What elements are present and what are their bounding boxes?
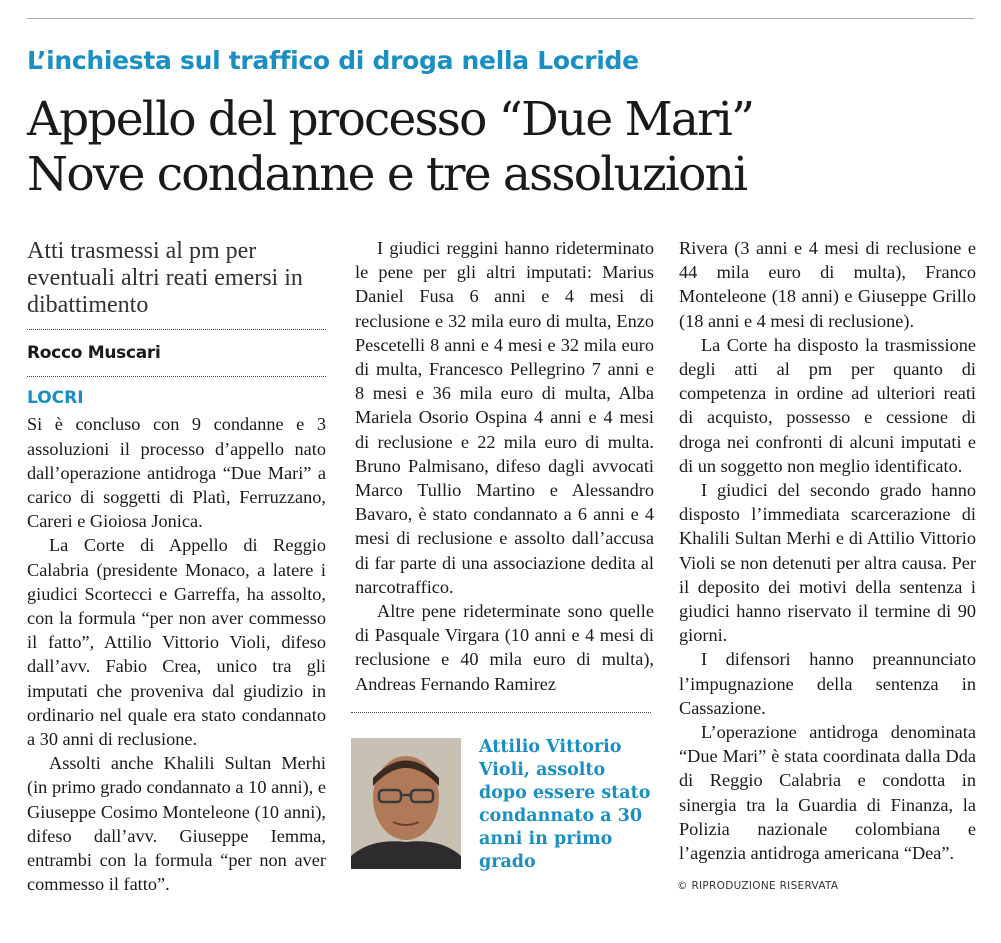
column-2 bbox=[355, 236, 654, 696]
article-subheading: Atti trasmessi al pm per eventuali altri reati emersi in dibattimento bbox=[27, 238, 303, 318]
portrait-photo bbox=[351, 738, 461, 869]
top-rule bbox=[27, 18, 974, 19]
paragraph: Si è concluso con 9 condanne e 3 assoluzioni il processo d’appello nato dall’operazione antidroga “Due Mari” a carico di soggetti di Platì, Ferruzzano, Careri e Gioiosa Jonica. bbox=[27, 414, 326, 532]
paragraph: Altre pene rideterminate sono quelle di Pasquale Virgara (10 anni e 4 mesi di reclusione e 40 mila euro di multa), Andreas Fernando Ramirez bbox=[355, 601, 654, 694]
paragraph: La Corte di Appello di Reggio Calabria (presidente Monaco, a latere i giudici Scortecci e Garreffa, ha assolto, con la formula “per non aver commesso il fatto”, Attilio Vittorio Violi, difeso dall’avv. Fabio Crea, unico tra gli imputati che proveniva dal giudizio in ordinario nel quale era stato condannato a 30 anni di reclusione. bbox=[27, 535, 326, 750]
photo-caption: Attilio Vittorio Violi, assolto dopo essere stato condannato a 30 anni in primo grado bbox=[479, 737, 651, 872]
article-dateline: LOCRI bbox=[27, 388, 84, 409]
headline-line-2: Nove condanne e tre assoluzioni bbox=[27, 147, 747, 202]
dotted-divider bbox=[27, 329, 326, 330]
dotted-divider bbox=[27, 376, 326, 377]
column-1 bbox=[27, 236, 326, 896]
article-headline bbox=[27, 92, 753, 202]
dotted-divider bbox=[351, 712, 651, 713]
copyright-notice: © RIPRODUZIONE RISERVATA bbox=[677, 880, 839, 892]
paragraph: I difensori hanno preannunciato l’impugnazione della sentenza in Cassazione. bbox=[679, 649, 976, 718]
paragraph: Rivera (3 anni e 4 mesi di reclusione e 44 mila euro di multa), Franco Monteleone (18 anni) e Giuseppe Grillo (18 anni e 4 mesi di reclusione). bbox=[679, 238, 976, 331]
article-kicker: L’inchiesta sul traffico di droga nella Locride bbox=[27, 46, 639, 75]
headline-line-1: Appello del processo “Due Mari” bbox=[27, 92, 754, 147]
paragraph: La Corte ha disposto la trasmissione degli atti al pm per quanto di competenza in ordine ad ulteriori reati di acquisto, possesso e cessione di droga nei confronti di alcuni imputati e di un soggetto non meglio identificato. bbox=[679, 334, 976, 476]
column-3 bbox=[679, 236, 976, 865]
photo-box bbox=[351, 712, 651, 872]
article-author: Rocco Muscari bbox=[27, 343, 161, 363]
paragraph: Assolti anche Khalili Sultan Merhi (in primo grado condannato a 10 anni), e Giuseppe Cosimo Monteleone (10 anni), difeso dall’avv. Giuseppe Iemma, entrambi con la formula “per non aver commesso il fatto”. bbox=[27, 753, 326, 895]
paragraph: I giudici del secondo grado hanno disposto l’immediata scarcerazione di Khalili Sultan Merhi e di Attilio Vittorio Violi se non detenuti per altra causa. Per il deposito dei motivi della sentenza i giudici hanno riservato il termine di 90 giorni. bbox=[679, 480, 976, 646]
paragraph: I giudici reggini hanno rideterminato le pene per gli altri imputati: Marius Daniel Fusa 6 anni e 4 mesi di reclusione e 32 mila euro di multa, Enzo Pescetelli 8 anni e 4 mesi e 32 mila euro di multa, Francesco Pellegrino 7 anni e 8 mesi e 36 mila euro di multa, Alba Mariela Osorio Ospina 4 anni e 4 mesi di reclusione e 22 mila euro di multa. Bruno Palmisano, difeso dagli avvocati Marco Tullio Martino e Alessandro Bavaro, è stato condannato a 6 anni e 4 mesi di reclusione e assolto dall’accusa di far parte di una associazione dedita al narcotraffico. bbox=[355, 238, 654, 597]
paragraph: L’operazione antidroga denominata “Due Mari” è stata coordinata dalla Dda di Reggio Calabria e condotta in sinergia tra la Guardia di Finanza, la Polizia nazionale colombiana e l’agenzia antidroga americana “Dea”. bbox=[679, 722, 976, 864]
